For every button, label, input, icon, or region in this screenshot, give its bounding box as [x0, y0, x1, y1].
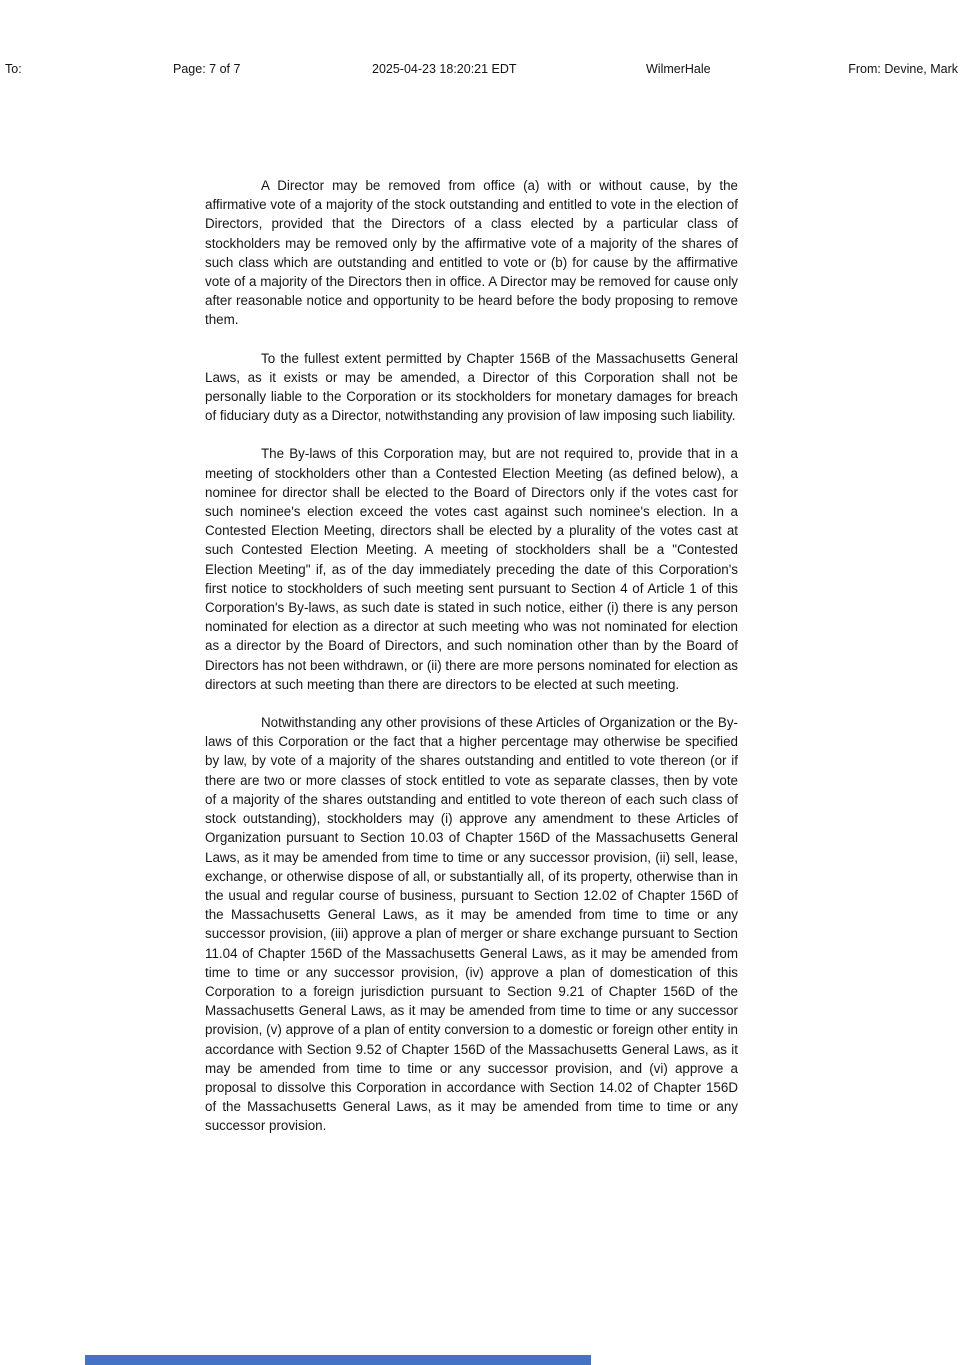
fax-header	[0, 62, 967, 78]
paragraph-stockholder-approvals: Notwithstanding any other provisions of these Articles of Organization or the By-laws of this Corporation or the fact that a higher percentage may otherwise be specified by law, by vote of a majority of the shares outstanding and entitled to vote thereon (or if there are two or more classes of stock entitled to vote as separate classes, then by vote of a majority of the shares outstanding and entitled to vote thereon of each such class of stock outstanding), stockholders may (i) approve any amendment to these Articles of Organization pursuant to Section 10.03 of Chapter 156D of the Massachusetts General Laws, as it may be amended from time to time or any successor provision, (ii) sell, lease, exchange, or otherwise dispose of all, or substantially all, of its property, otherwise than in the usual and regular course of business, pursuant to Section 12.02 of Chapter 156D of the Massachusetts General Laws, as it may be amended from time to time or any successor provision, (iii) approve a plan of merger or share exchange pursuant to Section 11.04 of Chapter 156D of the Massachusetts General Laws, as it may be amended from time to time or any successor provision, (iv) approve a plan of domestication of this Corporation to a foreign jurisdiction pursuant to Section 9.21 of Chapter 156D of the Massachusetts General Laws, as it may be amended from time to time or any successor provision, (v) approve of a plan of entity conversion to a domestic or foreign other entity in accordance with Section 9.52 of Chapter 156D of the Massachusetts General Laws, as it may be amended from time to time or any successor provision, and (vi) approve a proposal to dissolve this Corporation in accordance with Section 14.02 of Chapter 156D of the Massachusetts General Laws, as it may be amended from time to time or any successor provision.	[205, 715, 738, 1134]
fax-from-label: From: Devine, Mark	[848, 62, 958, 76]
paragraph-contested-election: The By-laws of this Corporation may, but are not required to, provide that in a meeting of stockholders other than a Contested Election Meeting (as defined below), a nominee for director shall be elected to the Board of Directors only if the votes cast for such nominee's election exceed the votes cast against such nominee's election. In a Contested Election Meeting, directors shall be elected by a plurality of the votes cast at such Contested Election Meeting. A meeting of stockholders shall be a "Contested Election Meeting" if, as of the day immediately preceding the date of this Corporation's first notice to stockholders of such meeting sent pursuant to Section 4 of Article 1 of this Corporation's By-laws, as such date is stated in such notice, either (i) there is any person nominated for election as a director at such meeting who was not nominated for election as a director by the Board of Directors, and such nomination other than by the Board of Directors has not been withdrawn, or (ii) there are more persons nominated for election as directors at such meeting than there are directors to be elected at such meeting.	[205, 446, 738, 692]
blue-accent-bar	[85, 1355, 591, 1365]
paragraph-director-removal: A Director may be removed from office (a) with or without cause, by the affirmative vote of a majority of the stock outstanding and entitled to vote in the election of Directors, provided that the Directors of a class elected by a particular class of stockholders may be removed only by the affirmative vote of a majority of the shares of such class which are outstanding and entitled to vote or (b) for cause by the affirmative vote of a majority of the Directors then in office. A Director may be removed for cause only after reasonable notice and opportunity to be heard before the body proposing to remove them.	[205, 178, 738, 328]
fax-to-label: To:	[5, 62, 22, 76]
fax-timestamp: 2025-04-23 18:20:21 EDT	[372, 62, 517, 76]
document-body	[205, 176, 738, 1155]
fax-page-count: Page: 7 of 7	[173, 62, 241, 76]
paragraph-director-liability: To the fullest extent permitted by Chapter 156B of the Massachusetts General Laws, as it exists or may be amended, a Director of this Corporation shall not be personally liable to the Corporation or its stockholders for monetary damages for breach of fiduciary duty as a Director, notwithstanding any provision of law imposing such liability.	[205, 350, 738, 424]
fax-company-name: WilmerHale	[646, 62, 711, 76]
